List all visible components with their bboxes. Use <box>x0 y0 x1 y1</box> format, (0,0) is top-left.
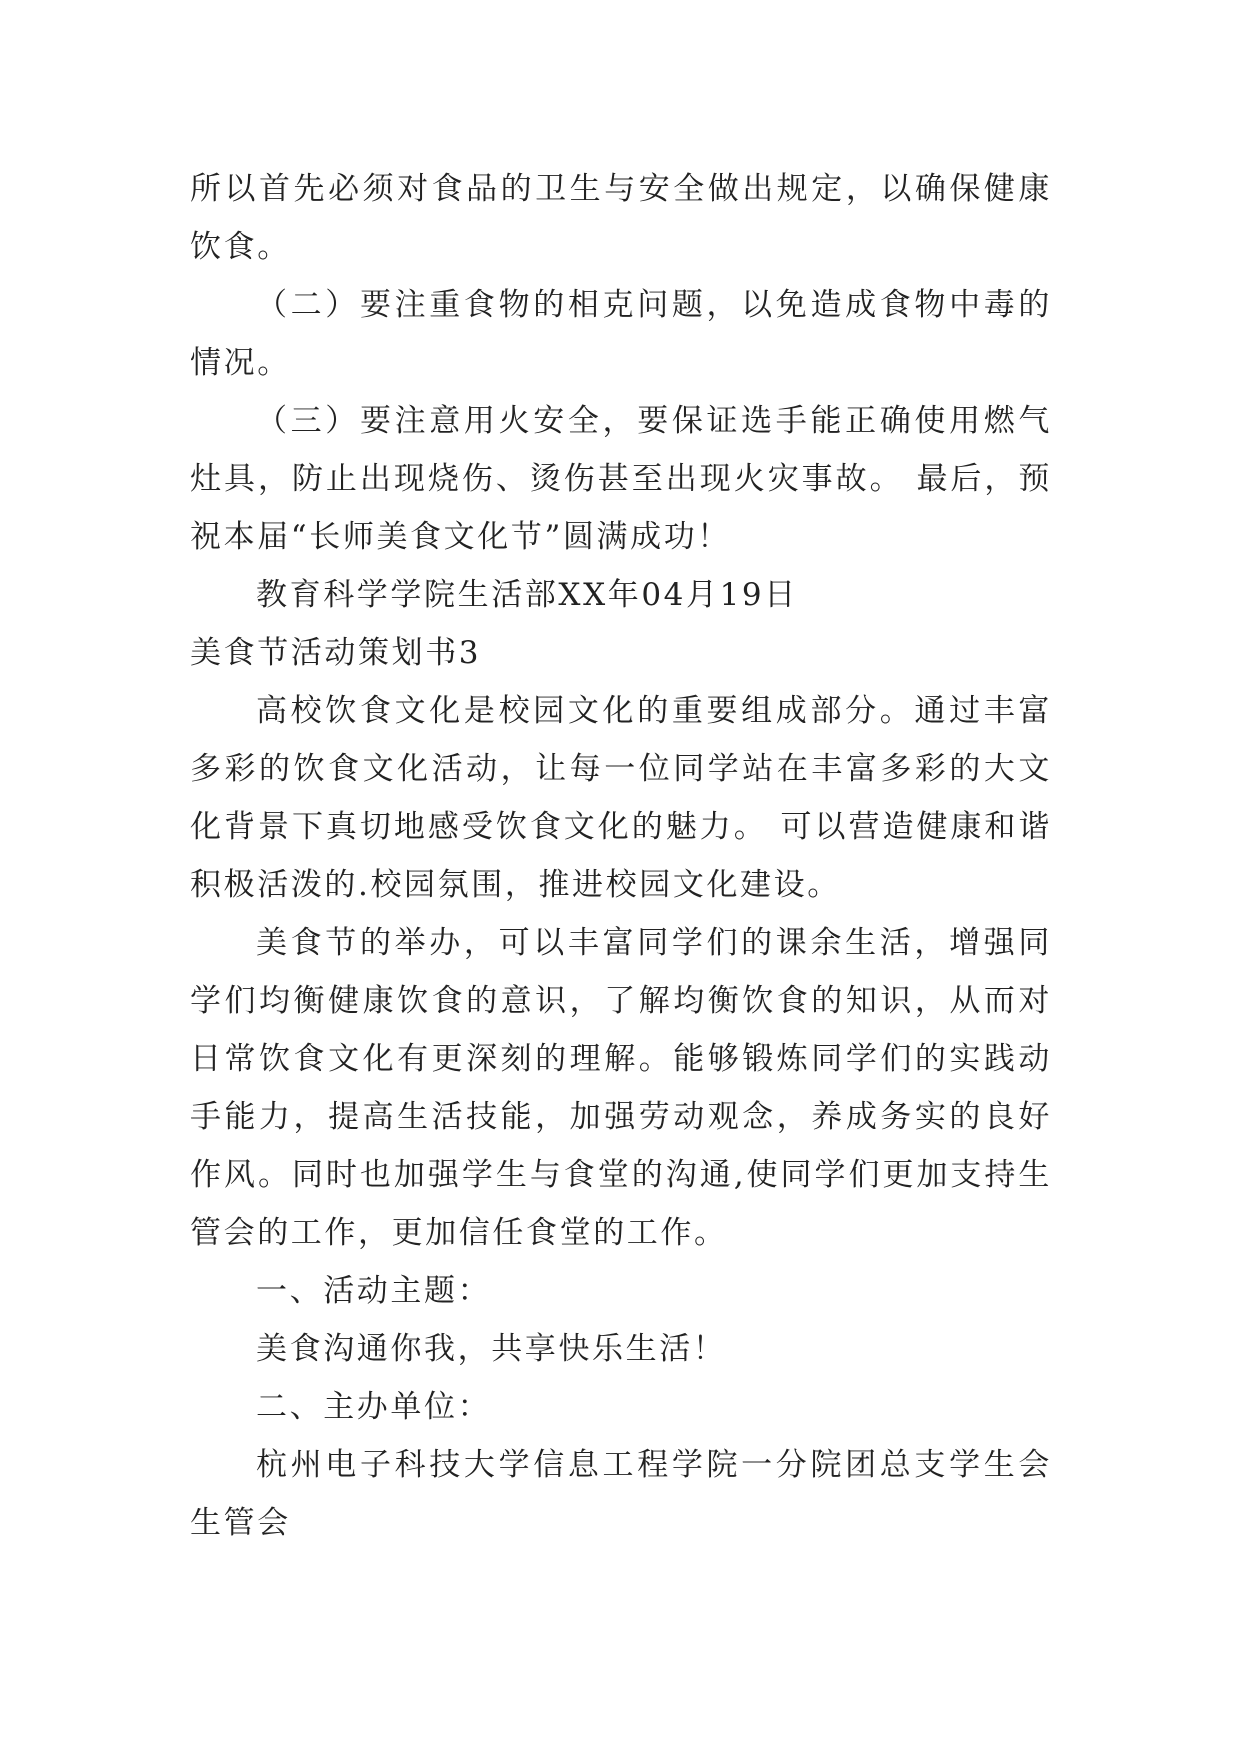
paragraph-intro: 高校饮食文化是校园文化的重要组成部分。通过丰富多彩的饮食文化活动，让每一位同学站在丰富多彩的大文化背景下真切地感受饮食文化的魅力。 可以营造健康和谐积极活泼的.校园氛围，推进校园文化建设。 <box>190 693 1052 903</box>
heading-theme: 一、活动主题： <box>256 1273 492 1309</box>
paragraph-purpose: 美食节的举办，可以丰富同学们的课余生活，增强同学们均衡健康饮食的意识，了解均衡饮食的知识，从而对日常饮食文化有更深刻的理解。能够锻炼同学们的实践动手能力，提高生活技能，加强劳动观念，养成务实的良好作风。同时也加强学生与食堂的沟通,使同学们更加支持生管会的工作，更加信任食堂的工作。 <box>190 925 1052 1251</box>
signature-line: 教育科学学院生活部XX年04月19日 <box>256 577 798 613</box>
paragraph-item-three: （三）要注意用火安全，要保证选手能正确使用燃气灶具，防止出现烧伤、烫伤甚至出现火灾事故。 最后，预祝本届“长师美食文化节”圆满成功！ <box>190 403 1052 555</box>
theme-text: 美食沟通你我，共享快乐生活！ <box>256 1331 727 1367</box>
organizer-text: 杭州电子科技大学信息工程学院一分院团总支学生会生管会 <box>190 1447 1052 1541</box>
paragraph-item-two: （二）要注重食物的相克问题，以免造成食物中毒的情况。 <box>190 287 1052 381</box>
section-title: 美食节活动策划书3 <box>190 635 482 671</box>
paragraph-food-safety-end: 所以首先必须对食品的卫生与安全做出规定，以确保健康饮食。 <box>190 171 1052 265</box>
heading-organizer: 二、主办单位： <box>256 1389 492 1425</box>
document-body <box>190 160 1052 1552</box>
